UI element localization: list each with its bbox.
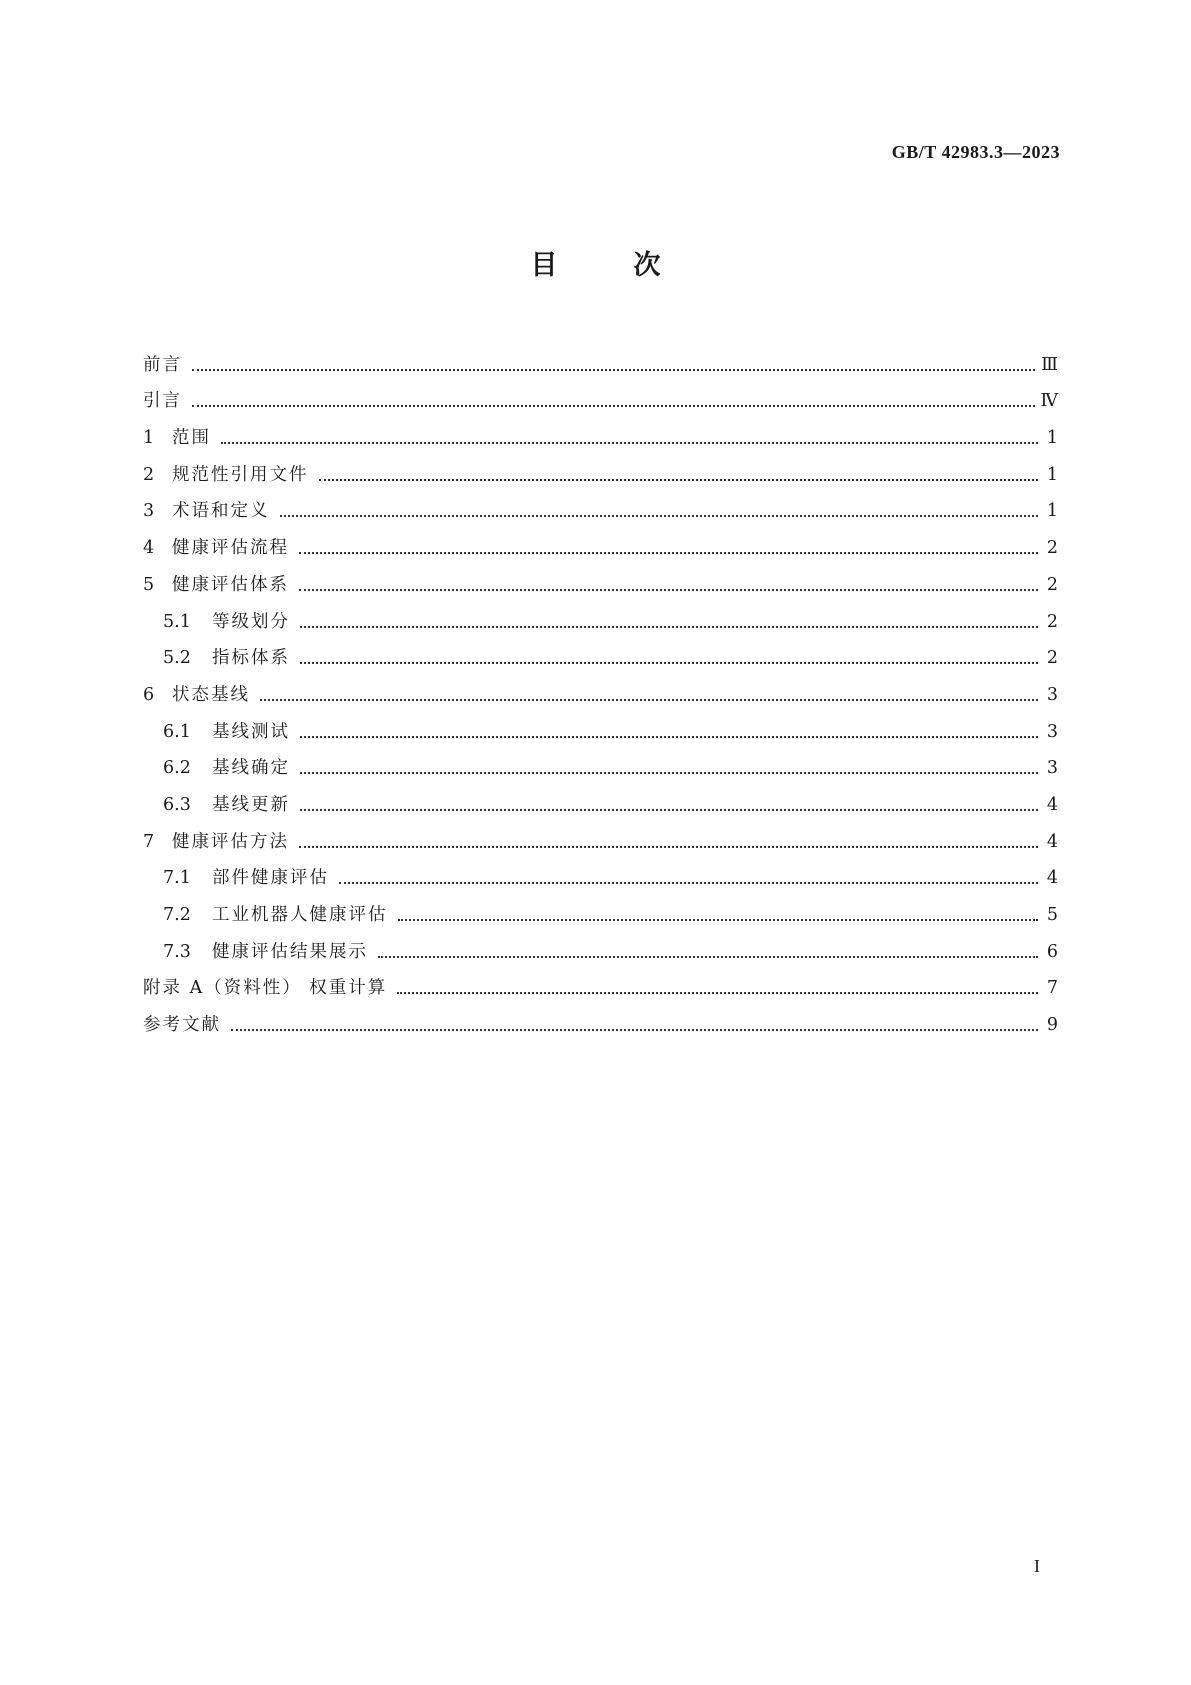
dot-leader	[192, 405, 1035, 407]
toc-title-char: 次	[633, 250, 661, 281]
toc-entry[interactable]	[143, 521, 1058, 558]
toc-entry[interactable]	[143, 668, 1058, 705]
toc-entry[interactable]	[143, 705, 1058, 742]
toc-entry-page: 4	[1046, 831, 1058, 852]
toc-entry-label: 前言	[143, 354, 182, 375]
dot-leader	[397, 992, 1038, 994]
dot-leader	[300, 626, 1038, 628]
dot-leader	[299, 589, 1038, 591]
toc-entry[interactable]	[143, 595, 1058, 632]
dot-leader	[378, 956, 1038, 958]
toc-entry-label: 参考文献	[143, 1015, 221, 1036]
toc-entry-label: 健康评估结果展示	[212, 941, 368, 962]
dot-leader	[299, 846, 1038, 848]
toc-entry-number: 5.1	[163, 611, 191, 632]
toc-entry[interactable]	[143, 485, 1058, 522]
toc-title-char: 目	[530, 250, 558, 281]
toc-entry[interactable]	[143, 338, 1058, 375]
dot-leader	[398, 919, 1039, 921]
toc-entry-page: 2	[1046, 574, 1058, 595]
toc-entry-number: 5.2	[163, 648, 191, 669]
toc-entry-label: 状态基线	[172, 684, 250, 705]
toc-entry-label: 规范性引用文件	[172, 464, 309, 485]
toc-entry-page: 1	[1046, 464, 1058, 485]
toc-entry-number: 6.1	[163, 721, 191, 742]
toc-entry-number: 7.1	[163, 868, 191, 889]
toc-entry-number: 7.2	[163, 905, 191, 925]
toc-entry-page: 3	[1046, 721, 1058, 742]
dot-leader	[260, 699, 1038, 701]
dot-leader	[231, 1029, 1038, 1031]
toc-entry[interactable]	[143, 632, 1058, 669]
toc-entry-page: 4	[1046, 868, 1058, 889]
toc-entry[interactable]	[143, 962, 1058, 999]
dot-leader	[300, 736, 1038, 738]
toc-entry-page: 9	[1046, 1015, 1058, 1036]
dot-leader	[300, 662, 1038, 664]
toc-entry-label: 健康评估流程	[172, 538, 289, 559]
dot-leader	[221, 442, 1038, 444]
toc-entry-number: 6.2	[163, 758, 191, 779]
dot-leader	[300, 809, 1038, 811]
toc-entry-number: 3	[143, 501, 155, 522]
toc-entry-number: 6	[143, 684, 155, 705]
toc-entry-page: 2	[1046, 538, 1058, 559]
toc-entry-page: Ⅲ	[1041, 354, 1058, 375]
dot-leader	[280, 515, 1039, 517]
toc-entry-number: 5	[143, 574, 155, 595]
toc-entry-label: 健康评估方法	[172, 831, 289, 852]
toc-entry-label: 术语和定义	[172, 501, 270, 522]
toc-entry-page: Ⅳ	[1040, 391, 1058, 412]
table-of-contents	[143, 338, 1058, 1035]
dot-leader	[300, 772, 1038, 774]
toc-entry[interactable]	[143, 558, 1058, 595]
toc-entry-number: 4	[143, 538, 155, 559]
toc-title	[0, 243, 1191, 282]
toc-entry-number: 1	[143, 428, 155, 449]
toc-entry-label: 基线测试	[212, 721, 290, 742]
page-number: I	[1034, 1556, 1040, 1576]
toc-entry-page: 4	[1046, 794, 1058, 815]
toc-entry-label: 引言	[143, 391, 182, 412]
toc-entry-page: 1	[1046, 501, 1058, 522]
toc-entry-page: 5	[1046, 905, 1058, 925]
toc-entry-number: 2	[143, 464, 155, 485]
toc-entry-number: 7.3	[163, 941, 191, 962]
toc-entry-label: 指标体系	[212, 648, 290, 669]
toc-entry-number: 6.3	[163, 794, 191, 815]
toc-entry-page: 2	[1046, 648, 1058, 669]
toc-entry-page: 3	[1046, 684, 1058, 705]
toc-entry-number: 7	[143, 831, 155, 852]
toc-entry-label: 等级划分	[212, 611, 290, 632]
toc-entry-page: 7	[1046, 978, 1058, 999]
toc-entry[interactable]	[143, 998, 1058, 1035]
toc-entry[interactable]	[143, 888, 1058, 925]
toc-entry-label: 附录 A（资料性） 权重计算	[143, 978, 388, 999]
toc-entry-label: 基线更新	[212, 794, 290, 815]
toc-entry-label: 基线确定	[212, 758, 290, 779]
toc-entry-page: 1	[1046, 428, 1058, 449]
toc-entry[interactable]	[143, 852, 1058, 889]
toc-entry[interactable]	[143, 925, 1058, 962]
toc-entry-label: 部件健康评估	[212, 868, 329, 889]
toc-entry-label: 健康评估体系	[172, 574, 289, 595]
dot-leader	[192, 369, 1035, 371]
toc-entry-label: 工业机器人健康评估	[212, 905, 388, 925]
toc-entry-page: 6	[1046, 941, 1058, 962]
dot-leader	[319, 479, 1039, 481]
document-code: GB/T 42983.3—2023	[891, 142, 1060, 162]
toc-entry[interactable]	[143, 778, 1058, 815]
dot-leader	[339, 882, 1038, 884]
dot-leader	[299, 552, 1038, 554]
toc-entry-label: 范围	[172, 428, 211, 449]
toc-entry[interactable]	[143, 375, 1058, 412]
toc-entry-page: 3	[1046, 758, 1058, 779]
toc-entry[interactable]	[143, 448, 1058, 485]
toc-entry[interactable]	[143, 411, 1058, 448]
toc-entry[interactable]	[143, 742, 1058, 779]
toc-entry[interactable]	[143, 815, 1058, 852]
toc-entry-page: 2	[1046, 611, 1058, 632]
